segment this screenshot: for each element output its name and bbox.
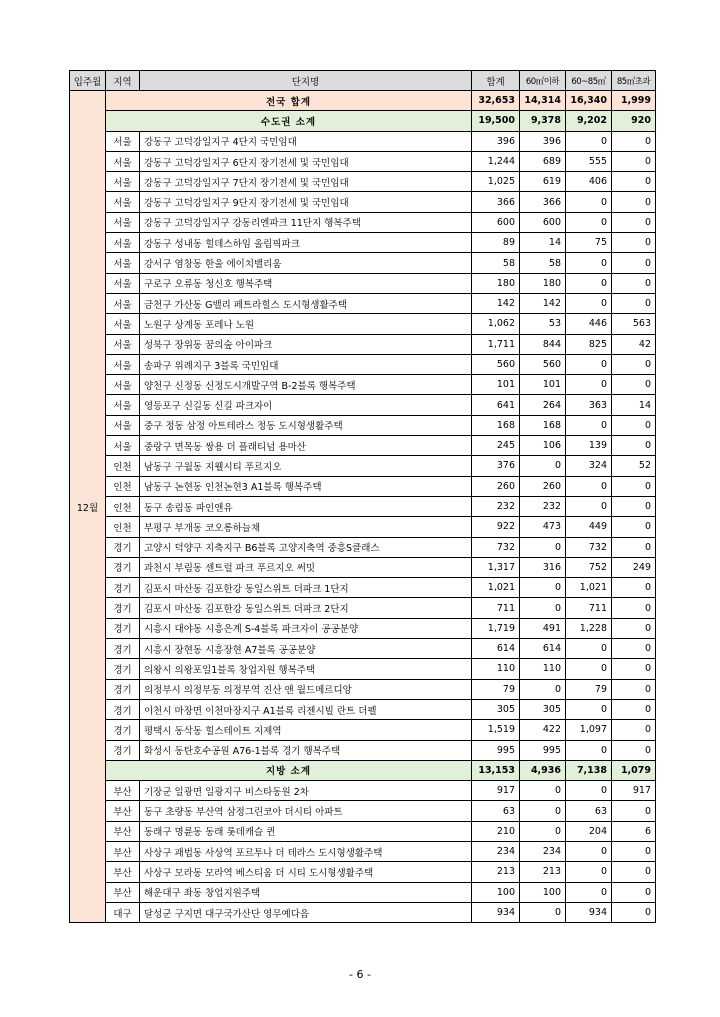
table-row [70, 476, 656, 496]
complex-name-cell: 해운대구 좌동 창업지원주택 [140, 882, 472, 902]
region-cell: 서울 [106, 436, 140, 456]
over-85-cell: 0 [612, 902, 656, 922]
metro-subtotal-sum: 19,500 [472, 111, 520, 131]
complex-name-cell: 과천시 부림동 센트럴 파크 푸르지오 써밋 [140, 557, 472, 577]
table-row [70, 354, 656, 374]
table-row [70, 253, 656, 273]
region-cell: 서울 [106, 151, 140, 171]
month-label: 12월 [76, 502, 99, 514]
table-row [70, 151, 656, 171]
region-cell: 인천 [106, 476, 140, 496]
region-cell: 경기 [106, 618, 140, 638]
table-row [70, 801, 656, 821]
total-cell: 1,025 [472, 172, 520, 192]
region-cell: 서울 [106, 172, 140, 192]
table-row [70, 517, 656, 537]
under-60-cell: 366 [520, 192, 566, 212]
complex-name-cell: 고양시 덕양구 지축지구 B6블록 고양지축역 중흥S클래스 [140, 537, 472, 557]
60-85-cell: 934 [566, 902, 612, 922]
national-total-label: 전국 합계 [106, 91, 472, 111]
complex-name-cell: 화성시 동탄호수공원 A76-1블록 경기 행복주택 [140, 740, 472, 760]
header-under-60: 60㎡이하 [520, 71, 566, 91]
table-row [70, 841, 656, 861]
under-60-cell: 316 [520, 557, 566, 577]
over-85-cell: 14 [612, 395, 656, 415]
under-60-cell: 168 [520, 415, 566, 435]
60-85-cell: 0 [566, 496, 612, 516]
over-85-cell: 0 [612, 436, 656, 456]
total-cell: 63 [472, 801, 520, 821]
region-cell: 부산 [106, 841, 140, 861]
complex-name-cell: 강동구 성내동 힐데스하임 올림픽파크 [140, 233, 472, 253]
60-85-cell: 0 [566, 131, 612, 151]
over-85-cell: 0 [612, 618, 656, 638]
table-row [70, 436, 656, 456]
under-60-cell: 0 [520, 801, 566, 821]
over-85-cell: 0 [612, 131, 656, 151]
region-cell: 부산 [106, 781, 140, 801]
region-cell: 서울 [106, 293, 140, 313]
table-row [70, 821, 656, 841]
under-60-cell: 473 [520, 517, 566, 537]
region-cell: 경기 [106, 699, 140, 719]
national-total-under-60: 14,314 [520, 91, 566, 111]
region-cell: 경기 [106, 598, 140, 618]
total-cell: 260 [472, 476, 520, 496]
region-cell: 경기 [106, 659, 140, 679]
header-month: 입주월 [70, 71, 106, 91]
over-85-cell: 0 [612, 375, 656, 395]
over-85-cell: 6 [612, 821, 656, 841]
60-85-cell: 0 [566, 212, 612, 232]
table-row [70, 902, 656, 922]
total-cell: 100 [472, 882, 520, 902]
under-60-cell: 422 [520, 720, 566, 740]
total-cell: 1,021 [472, 578, 520, 598]
header-total: 합계 [472, 71, 520, 91]
metro-subtotal-under-60: 9,378 [520, 111, 566, 131]
over-85-cell: 0 [612, 882, 656, 902]
total-cell: 1,244 [472, 151, 520, 171]
complex-name-cell: 기장군 일광면 일광지구 비스타동원 2차 [140, 781, 472, 801]
total-cell: 101 [472, 375, 520, 395]
complex-name-cell: 성북구 장위동 꿈의숲 아이파크 [140, 334, 472, 354]
table-row [70, 882, 656, 902]
60-85-cell: 752 [566, 557, 612, 577]
total-cell: 1,317 [472, 557, 520, 577]
region-cell: 경기 [106, 537, 140, 557]
complex-name-cell: 강동구 고덕강일지구 4단지 국민임대 [140, 131, 472, 151]
table-row [70, 862, 656, 882]
complex-name-cell: 달성군 구지면 대구국가산단 영무예다음 [140, 902, 472, 922]
over-85-cell: 0 [612, 192, 656, 212]
region-cell: 부산 [106, 821, 140, 841]
under-60-cell: 0 [520, 679, 566, 699]
over-85-cell: 0 [612, 415, 656, 435]
total-cell: 1,519 [472, 720, 520, 740]
over-85-cell: 563 [612, 314, 656, 334]
over-85-cell: 0 [612, 841, 656, 861]
over-85-cell: 917 [612, 781, 656, 801]
under-60-cell: 0 [520, 781, 566, 801]
60-85-cell: 0 [566, 841, 612, 861]
total-cell: 641 [472, 395, 520, 415]
metro-subtotal-row [70, 111, 656, 131]
complex-name-cell: 시흥시 대야동 시흥은계 S-4블록 파크자이 공공분양 [140, 618, 472, 638]
total-cell: 1,711 [472, 334, 520, 354]
complex-name-cell: 의왕시 의왕포일1블록 창업지원 행복주택 [140, 659, 472, 679]
under-60-cell: 0 [520, 537, 566, 557]
total-cell: 600 [472, 212, 520, 232]
table-row [70, 639, 656, 659]
under-60-cell: 180 [520, 273, 566, 293]
complex-name-cell: 중랑구 면목동 쌍용 더 플래티넘 용마산 [140, 436, 472, 456]
complex-name-cell: 강동구 고덕강일지구 6단지 장기전세 및 국민임대 [140, 151, 472, 171]
60-85-cell: 1,021 [566, 578, 612, 598]
region-cell: 경기 [106, 720, 140, 740]
local-subtotal-label: 지방 소계 [106, 760, 472, 780]
under-60-cell: 106 [520, 436, 566, 456]
over-85-cell: 0 [612, 517, 656, 537]
complex-name-cell: 노원구 상계동 포레나 노원 [140, 314, 472, 334]
total-cell: 58 [472, 253, 520, 273]
total-cell: 995 [472, 740, 520, 760]
under-60-cell: 142 [520, 293, 566, 313]
over-85-cell: 0 [612, 496, 656, 516]
under-60-cell: 0 [520, 598, 566, 618]
60-85-cell: 446 [566, 314, 612, 334]
local-subtotal-under-60: 4,936 [520, 760, 566, 780]
60-85-cell: 0 [566, 476, 612, 496]
over-85-cell: 0 [612, 253, 656, 273]
complex-name-cell: 강서구 염창동 한울 에이치밸리움 [140, 253, 472, 273]
total-cell: 711 [472, 598, 520, 618]
total-cell: 168 [472, 415, 520, 435]
total-cell: 245 [472, 436, 520, 456]
total-cell: 922 [472, 517, 520, 537]
60-85-cell: 711 [566, 598, 612, 618]
over-85-cell: 0 [612, 172, 656, 192]
complex-name-cell: 강동구 고덕강일지구 강동리엔파크 11단지 행복주택 [140, 212, 472, 232]
region-cell: 서울 [106, 212, 140, 232]
60-85-cell: 0 [566, 375, 612, 395]
table-row [70, 679, 656, 699]
housing-move-in-table [69, 70, 656, 923]
60-85-cell: 0 [566, 639, 612, 659]
60-85-cell: 0 [566, 659, 612, 679]
complex-name-cell: 사상구 괘법동 사상역 포르투나 더 테라스 도시형생활주택 [140, 841, 472, 861]
region-cell: 경기 [106, 679, 140, 699]
complex-name-cell: 구로구 오류동 청신호 행복주택 [140, 273, 472, 293]
under-60-cell: 101 [520, 375, 566, 395]
table-row [70, 720, 656, 740]
complex-name-cell: 중구 정동 삼정 아트테라스 정동 도시형생활주택 [140, 415, 472, 435]
over-85-cell: 0 [612, 679, 656, 699]
complex-name-cell: 동구 초량동 부산역 삼정그린코아 더시티 아파트 [140, 801, 472, 821]
table-row [70, 273, 656, 293]
complex-name-cell: 시흥시 장현동 시흥장현 A7블록 공공분양 [140, 639, 472, 659]
under-60-cell: 0 [520, 578, 566, 598]
60-85-cell: 79 [566, 679, 612, 699]
table-row [70, 781, 656, 801]
under-60-cell: 844 [520, 334, 566, 354]
region-cell: 서울 [106, 192, 140, 212]
table-row [70, 375, 656, 395]
under-60-cell: 600 [520, 212, 566, 232]
table-row [70, 233, 656, 253]
60-85-cell: 0 [566, 740, 612, 760]
table-row [70, 598, 656, 618]
local-subtotal-sum: 13,153 [472, 760, 520, 780]
region-cell: 부산 [106, 862, 140, 882]
over-85-cell: 52 [612, 456, 656, 476]
over-85-cell: 0 [612, 537, 656, 557]
over-85-cell: 42 [612, 334, 656, 354]
table-row [70, 557, 656, 577]
total-cell: 560 [472, 354, 520, 374]
region-cell: 경기 [106, 740, 140, 760]
national-total-over-85: 1,999 [612, 91, 656, 111]
60-85-cell: 0 [566, 415, 612, 435]
total-cell: 213 [472, 862, 520, 882]
60-85-cell: 825 [566, 334, 612, 354]
table-row [70, 192, 656, 212]
complex-name-cell: 사상구 모라동 모라역 베스티움 더 시티 도시형생활주택 [140, 862, 472, 882]
metro-subtotal-over-85: 920 [612, 111, 656, 131]
60-85-cell: 0 [566, 862, 612, 882]
60-85-cell: 75 [566, 233, 612, 253]
total-cell: 110 [472, 659, 520, 679]
under-60-cell: 396 [520, 131, 566, 151]
over-85-cell: 0 [612, 862, 656, 882]
table-row [70, 334, 656, 354]
region-cell: 서울 [106, 375, 140, 395]
table-row [70, 699, 656, 719]
over-85-cell: 0 [612, 233, 656, 253]
over-85-cell: 0 [612, 699, 656, 719]
60-85-cell: 1,097 [566, 720, 612, 740]
total-cell: 934 [472, 902, 520, 922]
region-cell: 서울 [106, 233, 140, 253]
complex-name-cell: 남동구 구월동 지웰시티 푸르지오 [140, 456, 472, 476]
table-header-row [70, 71, 656, 91]
complex-name-cell: 남동구 논현동 인천논현3 A1블록 행복주택 [140, 476, 472, 496]
total-cell: 396 [472, 131, 520, 151]
complex-name-cell: 이천시 마장면 이천마장지구 A1블록 리젠시빌 란트 더펠 [140, 699, 472, 719]
60-85-cell: 63 [566, 801, 612, 821]
60-85-cell: 555 [566, 151, 612, 171]
over-85-cell: 0 [612, 801, 656, 821]
national-total-60-85: 16,340 [566, 91, 612, 111]
total-cell: 234 [472, 841, 520, 861]
complex-name-cell: 강동구 고덕강일지구 7단지 장기전세 및 국민임대 [140, 172, 472, 192]
header-complex-name: 단지명 [140, 71, 472, 91]
60-85-cell: 406 [566, 172, 612, 192]
under-60-cell: 14 [520, 233, 566, 253]
table-row [70, 659, 656, 679]
table-row [70, 740, 656, 760]
region-cell: 경기 [106, 557, 140, 577]
60-85-cell: 324 [566, 456, 612, 476]
under-60-cell: 213 [520, 862, 566, 882]
60-85-cell: 0 [566, 293, 612, 313]
over-85-cell: 0 [612, 659, 656, 679]
region-cell: 서울 [106, 131, 140, 151]
under-60-cell: 619 [520, 172, 566, 192]
total-cell: 305 [472, 699, 520, 719]
60-85-cell: 0 [566, 882, 612, 902]
table-row [70, 212, 656, 232]
under-60-cell: 305 [520, 699, 566, 719]
under-60-cell: 491 [520, 618, 566, 638]
complex-name-cell: 김포시 마산동 김포한강 동일스위트 더파크 1단지 [140, 578, 472, 598]
region-cell: 부산 [106, 801, 140, 821]
total-cell: 142 [472, 293, 520, 313]
header-region: 지역 [106, 71, 140, 91]
total-cell: 1,062 [472, 314, 520, 334]
table-row [70, 314, 656, 334]
complex-name-cell: 부평구 부개동 코오롱하늘채 [140, 517, 472, 537]
complex-name-cell: 영등포구 신길동 신길 파크자이 [140, 395, 472, 415]
complex-name-cell: 평택시 동삭동 힐스테이트 지제역 [140, 720, 472, 740]
60-85-cell: 0 [566, 781, 612, 801]
60-85-cell: 139 [566, 436, 612, 456]
total-cell: 917 [472, 781, 520, 801]
region-cell: 서울 [106, 253, 140, 273]
under-60-cell: 0 [520, 902, 566, 922]
total-cell: 1,719 [472, 618, 520, 638]
complex-name-cell: 김포시 마산동 김포한강 동일스위트 더파크 2단지 [140, 598, 472, 618]
region-cell: 인천 [106, 456, 140, 476]
over-85-cell: 0 [612, 293, 656, 313]
over-85-cell: 249 [612, 557, 656, 577]
region-cell: 인천 [106, 517, 140, 537]
under-60-cell: 689 [520, 151, 566, 171]
complex-name-cell: 송파구 위례지구 3블록 국민임대 [140, 354, 472, 374]
region-cell: 서울 [106, 395, 140, 415]
national-total-sum: 32,653 [472, 91, 520, 111]
national-total-row [70, 91, 656, 111]
local-subtotal-over-85: 1,079 [612, 760, 656, 780]
under-60-cell: 100 [520, 882, 566, 902]
over-85-cell: 0 [612, 720, 656, 740]
total-cell: 376 [472, 456, 520, 476]
total-cell: 732 [472, 537, 520, 557]
60-85-cell: 0 [566, 192, 612, 212]
table-row [70, 293, 656, 313]
region-cell: 서울 [106, 273, 140, 293]
table-row [70, 496, 656, 516]
over-85-cell: 0 [612, 212, 656, 232]
60-85-cell: 1,228 [566, 618, 612, 638]
total-cell: 79 [472, 679, 520, 699]
complex-name-cell: 동구 송림동 파인앤유 [140, 496, 472, 516]
table-row [70, 415, 656, 435]
under-60-cell: 995 [520, 740, 566, 760]
60-85-cell: 449 [566, 517, 612, 537]
60-85-cell: 0 [566, 699, 612, 719]
region-cell: 경기 [106, 578, 140, 598]
under-60-cell: 58 [520, 253, 566, 273]
region-cell: 인천 [106, 496, 140, 516]
complex-name-cell: 금천구 가산동 G밸리 페트라힐스 도시형생활주택 [140, 293, 472, 313]
under-60-cell: 232 [520, 496, 566, 516]
under-60-cell: 560 [520, 354, 566, 374]
complex-name-cell: 의정부시 의정부동 의정부역 진산 앤 월드메르디앙 [140, 679, 472, 699]
table-row [70, 578, 656, 598]
table-row [70, 456, 656, 476]
complex-name-cell: 강동구 고덕강일지구 9단지 장기전세 및 국민임대 [140, 192, 472, 212]
over-85-cell: 0 [612, 598, 656, 618]
complex-name-cell: 동래구 명륜동 동래 롯데캐슬 퀸 [140, 821, 472, 841]
table-row [70, 537, 656, 557]
complex-name-cell: 양천구 신정동 신정도시개발구역 B-2블록 행복주택 [140, 375, 472, 395]
60-85-cell: 732 [566, 537, 612, 557]
metro-subtotal-label: 수도권 소계 [106, 111, 472, 131]
region-cell: 서울 [106, 334, 140, 354]
total-cell: 89 [472, 233, 520, 253]
local-subtotal-60-85: 7,138 [566, 760, 612, 780]
region-cell: 서울 [106, 415, 140, 435]
over-85-cell: 0 [612, 354, 656, 374]
table-row [70, 172, 656, 192]
60-85-cell: 0 [566, 354, 612, 374]
table-row [70, 618, 656, 638]
total-cell: 232 [472, 496, 520, 516]
total-cell: 366 [472, 192, 520, 212]
under-60-cell: 260 [520, 476, 566, 496]
under-60-cell: 53 [520, 314, 566, 334]
over-85-cell: 0 [612, 476, 656, 496]
60-85-cell: 0 [566, 273, 612, 293]
header-60-85: 60~85㎡ [566, 71, 612, 91]
region-cell: 대구 [106, 902, 140, 922]
move-in-month [70, 91, 106, 923]
under-60-cell: 0 [520, 456, 566, 476]
over-85-cell: 0 [612, 740, 656, 760]
page-number: - 6 - [349, 968, 371, 981]
60-85-cell: 204 [566, 821, 612, 841]
over-85-cell: 0 [612, 151, 656, 171]
under-60-cell: 234 [520, 841, 566, 861]
under-60-cell: 614 [520, 639, 566, 659]
metro-subtotal-60-85: 9,202 [566, 111, 612, 131]
header-over-85: 85㎡초과 [612, 71, 656, 91]
region-cell: 서울 [106, 354, 140, 374]
over-85-cell: 0 [612, 578, 656, 598]
over-85-cell: 0 [612, 639, 656, 659]
60-85-cell: 0 [566, 253, 612, 273]
total-cell: 180 [472, 273, 520, 293]
region-cell: 서울 [106, 314, 140, 334]
under-60-cell: 110 [520, 659, 566, 679]
region-cell: 부산 [106, 882, 140, 902]
local-subtotal-row [70, 760, 656, 780]
under-60-cell: 0 [520, 821, 566, 841]
region-cell: 경기 [106, 639, 140, 659]
under-60-cell: 264 [520, 395, 566, 415]
table-row [70, 395, 656, 415]
total-cell: 614 [472, 639, 520, 659]
over-85-cell: 0 [612, 273, 656, 293]
table-row [70, 131, 656, 151]
total-cell: 210 [472, 821, 520, 841]
60-85-cell: 363 [566, 395, 612, 415]
